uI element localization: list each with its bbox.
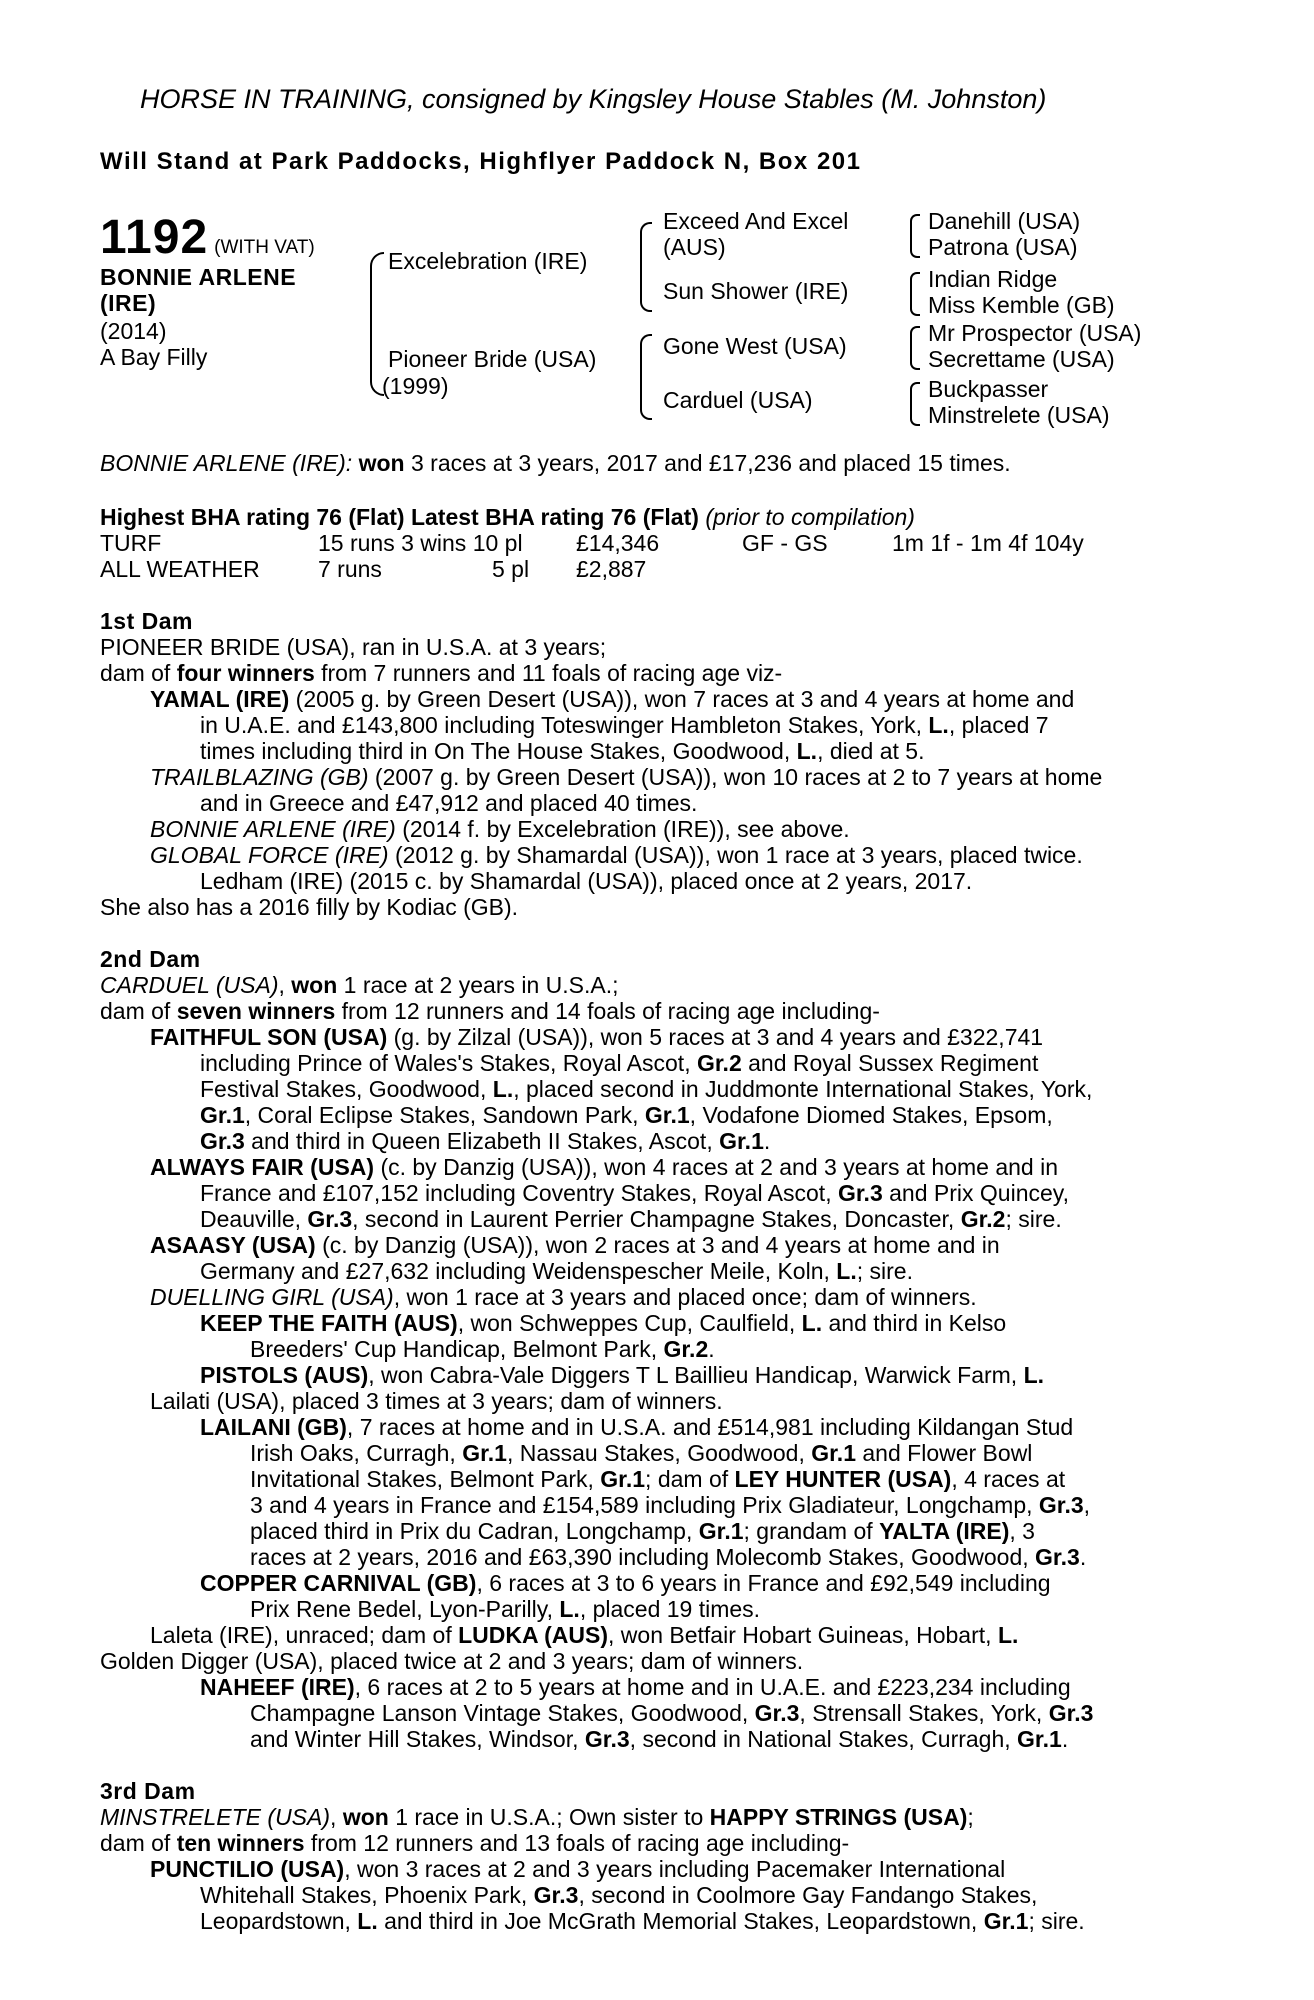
sire: Excelebration (IRE)	[388, 248, 588, 274]
produce-entry-cont: Leopardstown, L. and third in Joe McGrath Memorial Stakes, Leopardstown, Gr.1; sire.	[200, 1908, 1085, 1934]
dam-dam-dam: Minstrelete (USA)	[928, 402, 1110, 428]
grand-brace-1	[910, 214, 920, 258]
grandproduce-entry-cont: Breeders' Cup Handicap, Belmont Park, Gr.2.	[250, 1336, 715, 1362]
ratings-note: (prior to compilation)	[705, 504, 915, 530]
dam-produce-line: dam of seven winners from 12 runners and 14 foals of racing age including-	[100, 998, 880, 1024]
grandproduce-entry: LAILANI (GB), 7 races at home and in U.S.A. and £514,981 including Kildangan Stud	[200, 1414, 1074, 1440]
produce-entry: TRAILBLAZING (GB) (2007 g. by Green Desert (USA)), won 10 races at 2 to 7 years at home	[150, 764, 1103, 790]
grandproduce-entry: COPPER CARNIVAL (GB), 6 races at 3 to 6 years in France and £92,549 including	[200, 1570, 1051, 1596]
dam-line: CARDUEL (USA), won 1 race at 2 years in U.S.A.;	[100, 972, 619, 998]
dam-dam-sire: Buckpasser	[928, 376, 1049, 402]
sire-dam-sire: Indian Ridge	[928, 266, 1058, 292]
produce-entry-cont: Gr.1, Coral Eclipse Stakes, Sandown Park, Gr.1, Vodafone Diomed Stakes, Epsom,	[200, 1102, 1053, 1128]
summary-won: won	[358, 450, 405, 476]
horse-details	[100, 318, 207, 370]
dam-brace	[640, 334, 652, 420]
dam-year: (1999)	[382, 373, 449, 399]
grandproduce-entry-cont: races at 2 years, 2016 and £63,390 including Molecomb Stakes, Goodwood, Gr.3.	[250, 1544, 1087, 1570]
grandproduce-entry-cont: placed third in Prix du Cadran, Longchamp, Gr.1; grandam of YALTA (IRE), 3	[250, 1518, 1035, 1544]
sire-sire-dam: Patrona (USA)	[928, 234, 1078, 260]
produce-entry: BONNIE ARLENE (IRE) (2014 f. by Excelebration (IRE)), see above.	[150, 816, 850, 842]
produce-entry-cont: in U.A.E. and £143,800 including Toteswinger Hambleton Stakes, York, L., placed 7	[200, 712, 1049, 738]
runs: 15 runs 3 wins 10 pl	[318, 530, 523, 556]
produce-entry-cont: Whitehall Stakes, Phoenix Park, Gr.3, second in Coolmore Gay Fandango Stakes,	[200, 1882, 1038, 1908]
dam-sire-sire: Mr Prospector (USA)	[928, 320, 1142, 346]
produce-entry: Golden Digger (USA), placed twice at 2 and 3 years; dam of winners.	[100, 1648, 804, 1674]
grandproduce-entry-cont: 3 and 4 years in France and £154,589 including Prix Gladiateur, Longchamp, Gr.3,	[250, 1492, 1091, 1518]
summary-rest: 3 races at 3 years, 2017 and £17,236 and placed 15 times.	[410, 450, 1011, 476]
dam-produce-line: dam of ten winners from 12 runners and 13 foals of racing age including-	[100, 1830, 850, 1856]
produce-entry-cont: Deauville, Gr.3, second in Laurent Perrier Champagne Stakes, Doncaster, Gr.2; sire.	[200, 1206, 1062, 1232]
produce-entry: Ledham (IRE) (2015 c. by Shamardal (USA)), placed once at 2 years, 2017.	[200, 868, 973, 894]
produce-entry-cont: Festival Stakes, Goodwood, L., placed second in Juddmonte International Stakes, York,	[200, 1076, 1093, 1102]
race-summary	[100, 450, 1011, 476]
sire-brace	[640, 222, 652, 312]
grandproduce-entry-cont: Invitational Stakes, Belmont Park, Gr.1; dam of LEY HUNTER (USA), 4 races at	[250, 1466, 1066, 1492]
grandproduce-entry: KEEP THE FAITH (AUS), won Schweppes Cup, Caulfield, L. and third in Kelso	[200, 1310, 1007, 1336]
grand-brace-2	[910, 272, 920, 316]
grandproduce-entry-cont: Prix Rene Bedel, Lyon-Parilly, L., placed 19 times.	[250, 1596, 761, 1622]
dam: Pioneer Bride (USA)	[388, 346, 597, 372]
produce-entry: Laleta (IRE), unraced; dam of LUDKA (AUS), won Betfair Hobart Guineas, Hobart, L.	[150, 1622, 1019, 1648]
produce-entry-cont: France and £107,152 including Coventry Stakes, Royal Ascot, Gr.3 and Prix Quincey,	[200, 1180, 1069, 1206]
runs: 7 runs	[318, 556, 382, 582]
dam-line: MINSTRELETE (USA), won 1 race in U.S.A.; Own sister to HAPPY STRINGS (USA);	[100, 1804, 974, 1830]
going: GF - GS	[742, 530, 828, 556]
horse-name: BONNIE ARLENE (IRE)	[100, 264, 297, 316]
grand-brace-4	[910, 382, 920, 426]
grandproduce-entry-cont: and Winter Hill Stakes, Windsor, Gr.3, second in National Stakes, Curragh, Gr.1.	[250, 1726, 1069, 1752]
grandproduce-entry: NAHEEF (IRE), 6 races at 2 to 5 years at home and in U.A.E. and £223,234 including	[200, 1674, 1071, 1700]
produce-entry-cont: Germany and £27,632 including Weidenspescher Meile, Koln, L.; sire.	[200, 1258, 913, 1284]
dam-dam: Carduel (USA)	[663, 387, 813, 413]
produce-entry: Lailati (USA), placed 3 times at 3 years; dam of winners.	[150, 1388, 723, 1414]
produce-entry: FAITHFUL SON (USA) (g. by Zilzal (USA)), won 5 races at 3 and 4 years and £322,741	[150, 1024, 1044, 1050]
produce-entry-cont: times including third in On The House Stakes, Goodwood, L., died at 5.	[200, 738, 925, 764]
produce-entry: YAMAL (IRE) (2005 g. by Green Desert (USA)), won 7 races at 3 and 4 years at home and	[150, 686, 1075, 712]
grandproduce-entry-cont: Champagne Lanson Vintage Stakes, Goodwood, Gr.3, Strensall Stakes, York, Gr.3	[250, 1700, 1094, 1726]
sire-sire: Exceed And Excel	[663, 208, 849, 234]
produce-entry: DUELLING GIRL (USA), won 1 race at 3 years and placed once; dam of winners.	[150, 1284, 977, 1310]
produce-entry-cont: including Prince of Wales's Stakes, Royal Ascot, Gr.2 and Royal Sussex Regiment	[200, 1050, 1039, 1076]
lot-number-block	[100, 210, 315, 265]
sire-sire-country: (AUS)	[663, 234, 726, 260]
grandproduce-entry-cont: Irish Oaks, Curragh, Gr.1, Nassau Stakes, Goodwood, Gr.1 and Flower Bowl	[250, 1440, 1033, 1466]
produce-entry: ASAASY (USA) (c. by Danzig (USA)), won 2 races at 3 and 4 years at home and in	[150, 1232, 1000, 1258]
produce-entry: ALWAYS FAIR (USA) (c. by Danzig (USA)), won 4 races at 2 and 3 years at home and in	[150, 1154, 1058, 1180]
grand-brace-3	[910, 326, 920, 370]
produce-entry-cont: and in Greece and £47,912 and placed 40 times.	[200, 790, 698, 816]
dam-sire-dam: Secrettame (USA)	[928, 346, 1115, 372]
sire-sire-sire: Danehill (USA)	[928, 208, 1081, 234]
sire-dam: Sun Shower (IRE)	[663, 278, 849, 304]
horse-description: A Bay Filly	[100, 344, 208, 370]
dam-sire: Gone West (USA)	[663, 333, 847, 359]
surface: TURF	[100, 530, 162, 556]
earnings: £14,346	[576, 530, 660, 556]
stand-location: Will Stand at Park Paddocks, Highflyer Paddock N, Box 201	[100, 148, 862, 175]
section-heading: 1st Dam	[100, 608, 193, 634]
surface: ALL WEATHER	[100, 556, 260, 582]
dam-line: PIONEER BRIDE (USA), ran in U.S.A. at 3 years;	[100, 634, 607, 660]
produce-entry: GLOBAL FORCE (IRE) (2012 g. by Shamardal (USA)), won 1 race at 3 years, placed twice.	[150, 842, 1083, 868]
foaling-year: (2014)	[100, 318, 167, 344]
bha-ratings	[100, 504, 915, 530]
lot-number: 1192	[100, 211, 209, 264]
placings: 5 pl	[492, 556, 530, 582]
summary-name: BONNIE ARLENE (IRE):	[100, 450, 353, 476]
consignor-line: HORSE IN TRAINING, consigned by Kingsley House Stables (M. Johnston)	[140, 84, 1047, 114]
ratings-text: Highest BHA rating 76 (Flat) Latest BHA rating 76 (Flat)	[100, 504, 699, 530]
sire-dam-dam: Miss Kemble (GB)	[928, 292, 1115, 318]
earnings: £2,887	[576, 556, 647, 582]
section-heading: 3rd Dam	[100, 1778, 196, 1804]
produce-entry: PUNCTILIO (USA), won 3 races at 2 and 3 years including Pacemaker International	[150, 1856, 1006, 1882]
dam-produce-line: dam of four winners from 7 runners and 11 foals of racing age viz-	[100, 660, 783, 686]
distance: 1m 1f - 1m 4f 104y	[892, 530, 1084, 556]
produce-note: She also has a 2016 filly by Kodiac (GB).	[100, 894, 519, 920]
grandproduce-entry: PISTOLS (AUS), won Cabra-Vale Diggers T L Baillieu Handicap, Warwick Farm, L.	[200, 1362, 1045, 1388]
vat-label: (WITH VAT)	[214, 237, 315, 258]
produce-entry-cont: Gr.3 and third in Queen Elizabeth II Stakes, Ascot, Gr.1.	[200, 1128, 771, 1154]
section-heading: 2nd Dam	[100, 946, 201, 972]
